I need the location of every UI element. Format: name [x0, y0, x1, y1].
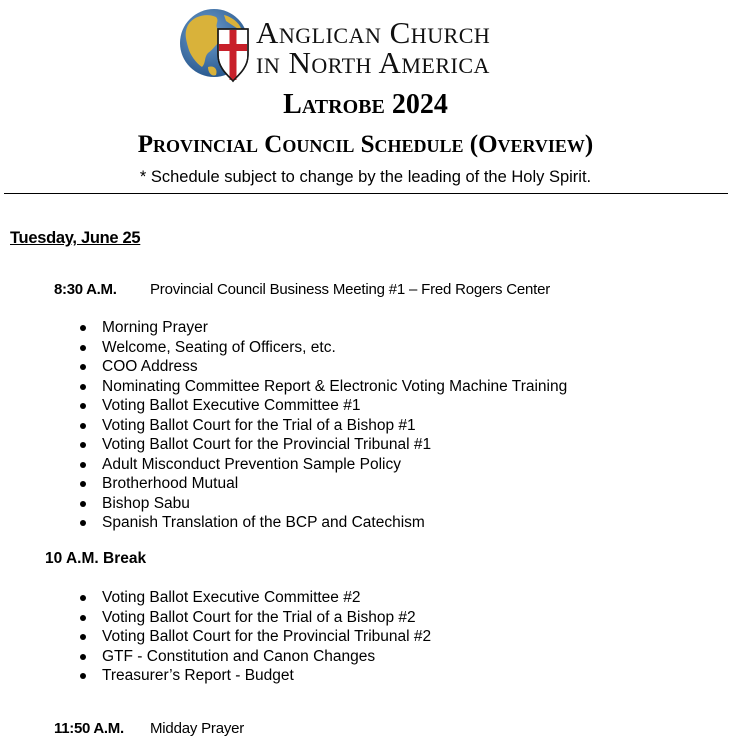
session1-title: Provincial Council Business Meeting #1 – Fred Rogers Center [150, 281, 551, 298]
bullet-icon [80, 501, 86, 507]
bullet-icon [80, 325, 86, 331]
bullet-icon [80, 364, 86, 370]
bullet-icon [80, 481, 86, 487]
bullet-icon [80, 654, 86, 660]
list-item-label: Morning Prayer [102, 319, 208, 336]
list-item [78, 396, 567, 416]
bullet-icon [80, 520, 86, 526]
bullet-icon [80, 384, 86, 390]
list-item [78, 357, 567, 377]
bullet-icon [80, 634, 86, 640]
list-item-label: Voting Ballot Court for the Provincial Tribunal #1 [102, 436, 432, 453]
list-item [78, 513, 567, 533]
acna-logo-icon [178, 7, 254, 83]
list-item [78, 494, 567, 514]
bullet-icon [80, 423, 86, 429]
bullet-icon [80, 615, 86, 621]
session1-time: 8:30 A.M. [54, 281, 117, 298]
list-item [78, 318, 567, 338]
bullet-icon [80, 345, 86, 351]
list-item-label: Welcome, Seating of Officers, etc. [102, 338, 336, 356]
list-item [78, 455, 567, 475]
list-item [78, 338, 567, 358]
list-item [78, 435, 567, 455]
break-label: 10 A.M. Break [45, 550, 147, 567]
list-item-label: COO Address [102, 358, 198, 375]
list-item-label: Voting Ballot Court for the Trial of a Bishop #2 [102, 608, 416, 626]
bullet-icon [80, 673, 86, 679]
session2-time: 11:50 A.M. [54, 720, 124, 737]
list-item-label: Voting Ballot Executive Committee #2 [102, 589, 361, 606]
bullet-icon [80, 462, 86, 468]
page-subtitle: Provincial Council Schedule (Overview) [137, 131, 594, 158]
page-title: Latrobe 2024 [283, 89, 448, 120]
list-item [78, 647, 431, 667]
header-divider [4, 193, 728, 194]
list-item [78, 416, 567, 436]
session2-title: Midday Prayer [150, 720, 245, 737]
list-item-label: Voting Ballot Court for the Provincial Tribunal #2 [102, 628, 432, 645]
list-item-label: Voting Ballot Court for the Trial of a Bishop #1 [102, 416, 416, 434]
list-item-label: Treasurer’s Report - Budget [102, 667, 294, 684]
list-item [78, 608, 431, 628]
org-name-line2: in North America [256, 45, 490, 80]
list-item [78, 588, 431, 608]
list-item-label: Nominating Committee Report & Electronic Voting Machine Training [102, 377, 568, 395]
list-item-label: Bishop Sabu [102, 494, 190, 512]
bullet-icon [80, 403, 86, 409]
list-item-label: Voting Ballot Executive Committee #1 [102, 397, 361, 414]
list-item-label: Adult Misconduct Prevention Sample Policy [102, 455, 401, 473]
bullet-icon [80, 442, 86, 448]
bullet-icon [80, 595, 86, 601]
list-item [78, 377, 567, 397]
day-heading: Tuesday, June 25 [10, 229, 141, 247]
schedule-note: * Schedule subject to change by the leading of the Holy Spirit. [139, 168, 592, 186]
list-item-label: Spanish Translation of the BCP and Catechism [102, 514, 425, 531]
list-item-label: GTF - Constitution and Canon Changes [102, 647, 376, 665]
list-item-label: Brotherhood Mutual [102, 475, 239, 492]
break-agenda-list [78, 588, 431, 686]
session1-agenda-list [78, 318, 567, 533]
list-item [78, 666, 431, 686]
org-name-line1: Anglican Church [256, 15, 491, 50]
list-item [78, 627, 431, 647]
list-item [78, 474, 567, 494]
